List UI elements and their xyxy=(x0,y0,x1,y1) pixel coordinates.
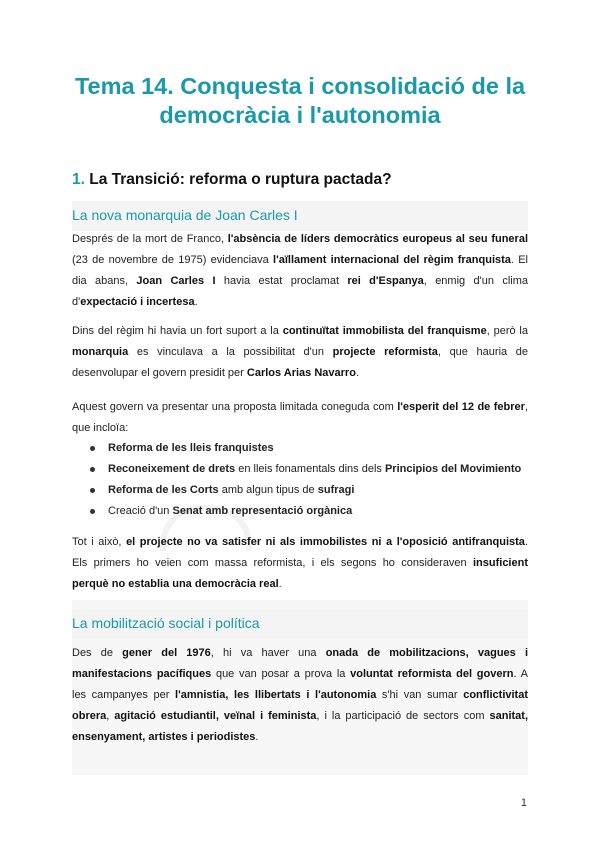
text: Aquest govern va presentar una proposta limitada coneguda com xyxy=(72,401,398,413)
text: , hi va haver una xyxy=(210,647,326,659)
text: Des de xyxy=(72,647,123,659)
text: , però la xyxy=(486,325,528,337)
paragraph-3 xyxy=(72,397,528,439)
bold-text: Senat amb representació orgànica xyxy=(172,505,353,517)
text: d' xyxy=(72,296,81,308)
bold-text: continuïtat immobilista del franquisme xyxy=(282,325,487,337)
paragraph-2 xyxy=(72,321,528,384)
text: les campanyes per xyxy=(72,689,176,701)
subheading-band-1 xyxy=(72,201,528,231)
text: , que hauria de xyxy=(437,346,528,358)
bold-text: sanitat, xyxy=(489,710,528,722)
bold-text: l'amnistia, les llibertats i l'autonomia xyxy=(175,689,377,701)
paragraph-5 xyxy=(72,643,528,748)
section-title: La Transició: reforma o ruptura pactada? xyxy=(89,171,392,188)
text: . xyxy=(194,296,198,308)
text: , xyxy=(106,710,115,722)
text: que van posar a prova la xyxy=(211,668,351,680)
bold-text: insuficient xyxy=(472,557,528,569)
text: , xyxy=(524,401,528,413)
bold-text: obrera xyxy=(72,710,107,722)
title-line-1: Tema 14. Conquesta i consolidació de la xyxy=(74,73,526,99)
bold-text: rei d'Espanya xyxy=(347,275,424,287)
subheading-mobilitzacio: La mobilització social i política xyxy=(72,615,260,631)
p1-line-1 xyxy=(72,229,528,250)
bold-text: conflictivitat xyxy=(463,689,528,701)
p5-line-2 xyxy=(72,664,528,685)
bold-text: el projecte no va satisfer ni als immobilistes ni a l'oposició antifranquista xyxy=(126,536,525,548)
paragraph-1 xyxy=(72,229,528,313)
text: , enmig d'un clima xyxy=(423,275,528,287)
list-item xyxy=(90,480,521,501)
p5-line-3 xyxy=(72,685,528,706)
p1-line-4 xyxy=(72,292,528,313)
p5-line-4 xyxy=(72,706,528,727)
subheading-band-2 xyxy=(72,609,528,639)
bold-text: perquè no establia una democràcia real xyxy=(72,578,279,590)
bold-text: l'aïllament internacional del règim franquista xyxy=(273,254,511,266)
section-heading xyxy=(72,171,392,189)
text: desenvolupar el govern presidit per xyxy=(72,367,247,379)
bold-text: Joan Carles I xyxy=(136,275,216,287)
bold-text: Principios del Movimiento xyxy=(384,463,522,475)
text: en lleis fonamentals dins dels xyxy=(235,463,385,475)
bold-text: ensenyament, artistes i periodistes xyxy=(72,731,256,743)
p1-line-3 xyxy=(72,271,528,292)
text: . xyxy=(255,731,259,743)
bullet-icon xyxy=(90,488,95,493)
bold-text: monarquia xyxy=(72,346,129,358)
p5-line-1 xyxy=(72,643,528,664)
text: Dins del règim hi havia un fort suport a la xyxy=(72,325,283,337)
bold-text: gener del 1976 xyxy=(122,647,211,659)
text: Tot i això, xyxy=(72,536,127,548)
p5-line-5 xyxy=(72,727,528,748)
text: . xyxy=(278,578,282,590)
text: , i la participació de sectors com xyxy=(316,710,490,722)
list-item xyxy=(90,459,521,480)
title-line-2: democràcia i l'autonomia xyxy=(159,102,441,128)
bullet-icon xyxy=(90,509,95,514)
subheading-monarquia: La nova monarquia de Joan Carles I xyxy=(72,207,298,223)
p2-line-1 xyxy=(72,321,528,342)
text: . El xyxy=(510,254,528,266)
bold-text: agitació estudiantil, veïnal i feminista xyxy=(114,710,317,722)
bold-text: Reconeixement de drets xyxy=(108,463,236,475)
section-number: 1. xyxy=(72,171,85,188)
p3-line-1 xyxy=(72,397,528,418)
text: s'hi van sumar xyxy=(376,689,464,701)
bold-text: voluntat reformista del govern xyxy=(350,668,514,680)
p4-line-2 xyxy=(72,553,528,574)
text: amb algun tipus de xyxy=(218,484,318,496)
text: havia estat proclamat xyxy=(215,275,348,287)
p4-line-1 xyxy=(72,532,528,553)
bold-text: Reforma de les Corts xyxy=(108,484,219,496)
text: . xyxy=(355,367,359,379)
p3-line-2: que incloïa: xyxy=(72,422,129,434)
bold-text: projecte reformista xyxy=(332,346,438,358)
text: (23 de novembre de 1975) evidenciava xyxy=(72,254,274,266)
bold-text: sufragi xyxy=(317,484,355,496)
page-title xyxy=(40,72,560,130)
bullet-icon xyxy=(90,467,95,472)
text: Els primers ho veien com massa reformista, i els segons ho consideraven xyxy=(72,557,473,569)
bold-text: manifestacions pacífiques xyxy=(72,668,212,680)
p2-line-2 xyxy=(72,342,528,363)
text: . xyxy=(524,536,528,548)
text: es vinculava a la possibilitat d'un xyxy=(128,346,333,358)
paragraph-4 xyxy=(72,532,528,595)
bold-text: l'esperit del 12 de febrer xyxy=(397,401,525,413)
page-number: 1 xyxy=(520,797,527,809)
list-item xyxy=(90,501,521,522)
bullet-list xyxy=(90,438,521,522)
list-item xyxy=(90,438,521,459)
text: Després de la mort de Franco, xyxy=(72,233,228,245)
bold-text: Carlos Arias Navarro xyxy=(246,367,356,379)
p4-line-3 xyxy=(72,574,528,595)
bold-text: l'absència de líders democràtics europeus al seu funeral xyxy=(227,233,529,245)
p1-line-2 xyxy=(72,250,528,271)
bullet-icon xyxy=(90,446,95,451)
bold-text: onada de mobilitzacions, vagues i xyxy=(325,647,529,659)
text: . A xyxy=(513,668,529,680)
bold-text: expectació i incertesa xyxy=(80,296,195,308)
text: dia abans, xyxy=(72,275,137,287)
text: Creació d'un xyxy=(108,505,173,517)
p2-line-3 xyxy=(72,363,528,384)
bold-text: Reforma de les lleis franquistes xyxy=(108,442,274,454)
